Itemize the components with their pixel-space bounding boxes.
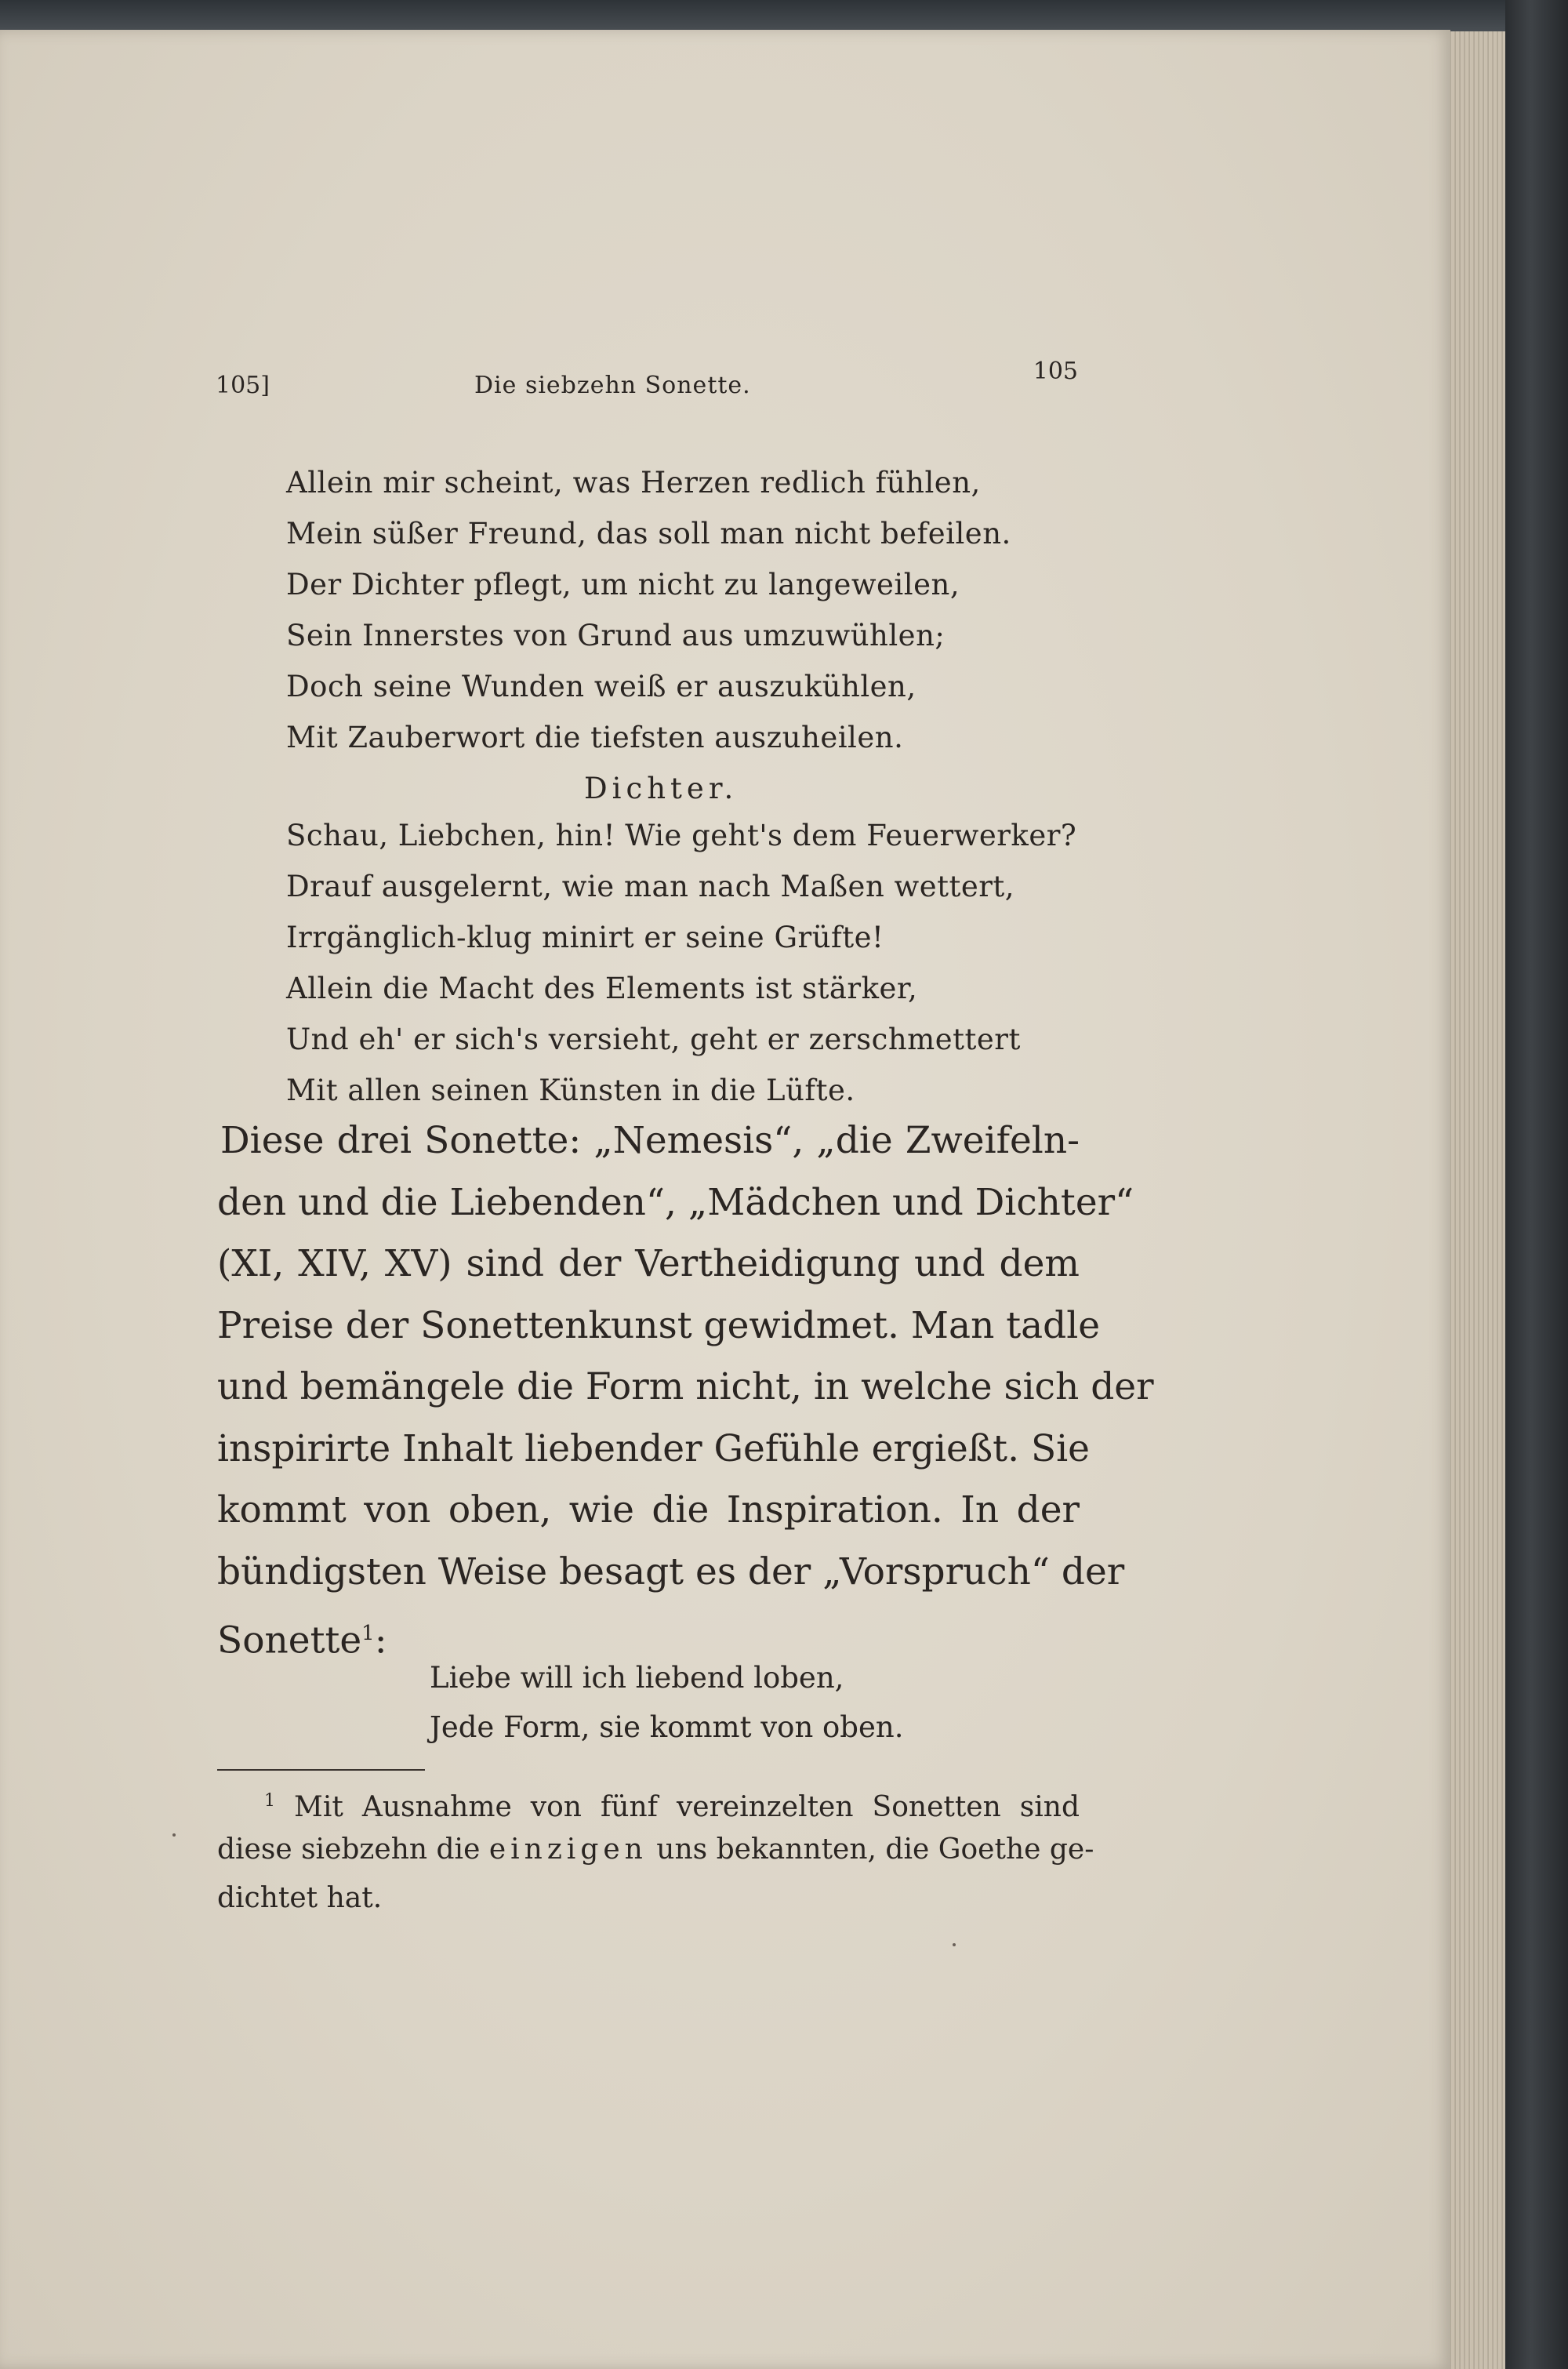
footnote-mark: 1	[264, 1791, 275, 1811]
footnote-line: dichtet hat.	[217, 1882, 383, 1914]
prose-line: und bemängele die Form nicht, in welche sich der	[217, 1365, 1154, 1408]
paper-speck	[172, 1833, 176, 1837]
verse-line: Und eh' er sich's versieht, geht er zerschmettert	[286, 1023, 1021, 1056]
verse-line: Mit Zauberwort die tiefsten auszuheilen.	[286, 721, 904, 754]
motto-line: Jede Form, sie kommt von oben.	[430, 1710, 904, 1744]
prose-line: bündigsten Weise besagt es der „Vorspruch“ der	[217, 1550, 1125, 1593]
verse-line: Schau, Liebchen, hin! Wie geht's dem Feuerwerker?	[286, 819, 1077, 852]
motto-verse	[430, 1653, 903, 1752]
prose-line: (XI, XIV, XV) sind der Vertheidigung und dem	[217, 1242, 1080, 1285]
sonnet-stanza-a	[286, 457, 1109, 814]
footnote-text: Mit Ausnahme von fünf vereinzelten Sonetten sind	[294, 1791, 1080, 1823]
verse-line: Mein süßer Freund, das soll man nicht befeilen.	[286, 517, 1011, 550]
footnote-line	[217, 1826, 1094, 1874]
prose-colon: :	[374, 1619, 387, 1662]
prose-line: kommt von oben, wie die Inspiration. In der	[217, 1488, 1080, 1531]
verse-line: Doch seine Wunden weiß er auszukühlen,	[286, 670, 916, 703]
footnote-emphasis: einzigen	[488, 1833, 648, 1866]
verse-line: Sein Innerstes von Grund aus umzuwühlen;	[286, 619, 946, 652]
verse-line: Drauf ausgelernt, wie man nach Maßen wettert,	[286, 870, 1015, 903]
footnote-divider	[217, 1769, 425, 1771]
prose-word: Sonette	[217, 1619, 362, 1662]
paper-speck	[953, 1943, 956, 1946]
verse-line: Irrgänglich-klug minirt er seine Grüfte!	[286, 921, 884, 954]
page-edges	[1443, 31, 1513, 2369]
page-number-right: 105	[1033, 358, 1078, 385]
motto-line: Liebe will ich liebend loben,	[430, 1661, 844, 1695]
page-number-left: 105]	[216, 372, 270, 399]
footnote-reference: 1	[361, 1622, 375, 1645]
speaker-label: Dichter.	[584, 772, 739, 805]
prose-line: den und die Liebenden“, „Mädchen und Dichter“	[217, 1180, 1134, 1224]
footnote-text: uns bekannten, die Goethe ge-	[647, 1833, 1094, 1866]
prose-line: Diese drei Sonette: „Nemesis“, „die Zweifeln-	[220, 1119, 1080, 1162]
prose-line: inspirirte Inhalt liebender Gefühle ergießt. Sie	[217, 1426, 1090, 1470]
running-title: Die siebzehn Sonette.	[474, 372, 751, 399]
prose-paragraph	[217, 1110, 1154, 1665]
verse-line: Der Dichter pflegt, um nicht zu langeweilen,	[286, 568, 960, 601]
verse-line: Mit allen seinen Künsten in die Lüfte.	[286, 1074, 855, 1107]
prose-line: Preise der Sonettenkunst gewidmet. Man tadle	[217, 1303, 1101, 1347]
verse-line: Allein mir scheint, was Herzen redlich fühlen,	[286, 466, 981, 500]
book-binding-right	[1505, 0, 1568, 2369]
page	[0, 30, 1450, 2369]
sonnet-stanza-b	[286, 810, 1109, 1116]
footnote-line	[217, 1777, 1080, 1826]
footnote	[217, 1777, 1094, 1923]
verse-line: Allein die Macht des Elements ist stärker,	[286, 972, 918, 1005]
footnote-text: diese siebzehn die	[217, 1833, 489, 1866]
running-head	[216, 358, 1078, 405]
